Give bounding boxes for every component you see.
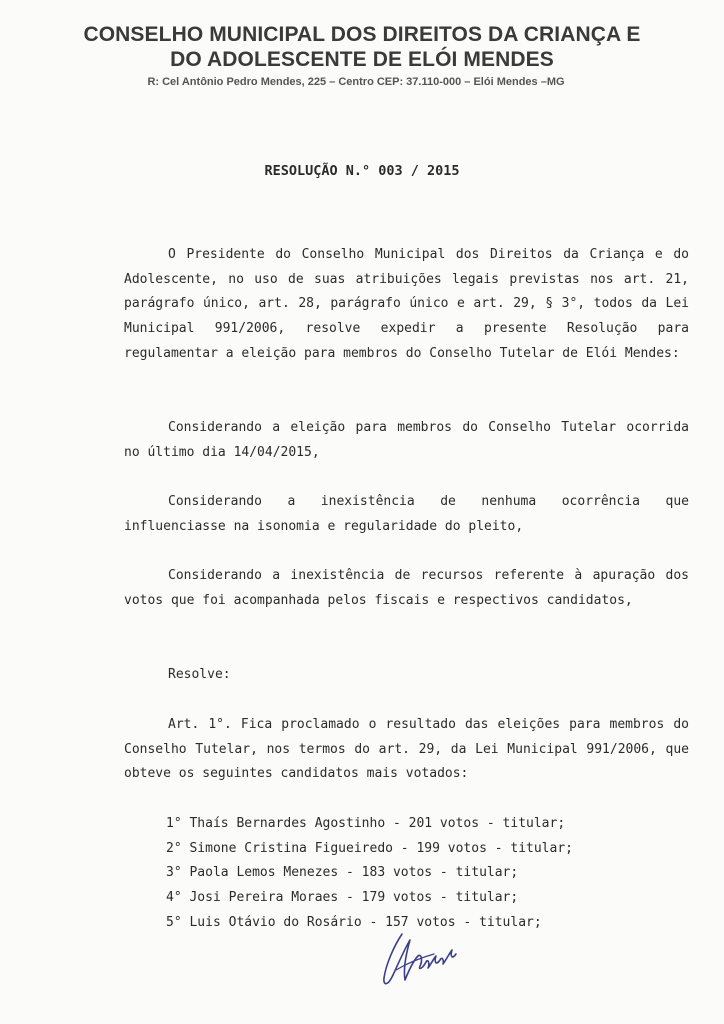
handwritten-signature xyxy=(372,920,472,998)
letterhead xyxy=(0,22,724,88)
candidates-list xyxy=(166,812,573,936)
preamble-text: O Presidente do Conselho Municipal dos Direitos da Criança e do Adolescente, no uso de suas atribuições legais previstas nos art. 21, parágrafo único, art. 28, parágrafo único e art. 29, § 3°, todos da Lei Municipal 991/2006, resolve expedir a presente Resolução para regulamentar a eleição para membros do Conselho Tutelar de Elói Mendes: xyxy=(124,247,689,361)
considerando-paragraph-3 xyxy=(124,564,689,613)
considerando-text-1: Considerando a eleição para membros do Conselho Tutelar ocorrida no último dia 14/04/2015, xyxy=(124,420,689,460)
article-1-text: Art. 1°. Fica proclamado o resultado das eleições para membros do Conselho Tutelar, nos termos do art. 29, da Lei Municipal 991/2006, que obteve os seguintes candidatos mais votados: xyxy=(124,717,689,782)
list-item: 4° Josi Pereira Moraes - 179 votos - titular; xyxy=(166,890,519,906)
letterhead-address: R: Cel Antônio Pedro Mendes, 225 – Centro CEP: 37.110-000 – Elói Mendes –MG xyxy=(147,76,565,88)
considerando-text-2: Considerando a inexistência de nenhuma ocorrência que influenciasse na isonomia e regularidade do pleito, xyxy=(124,494,689,534)
list-item: 5° Luis Otávio do Rosário - 157 votos - titular; xyxy=(166,914,542,930)
resolve-text: Resolve: xyxy=(168,667,231,682)
list-item: 3° Paola Lemos Menezes - 183 votos - titular; xyxy=(166,865,519,881)
preamble-paragraph xyxy=(124,243,689,367)
considerando-paragraph-2 xyxy=(124,490,689,539)
considerando-text-3: Considerando a inexistência de recursos referente à apuração dos votos que foi acompanhada pelos fiscais e respectivos candidatos, xyxy=(124,568,689,608)
resolve-paragraph xyxy=(124,663,689,688)
considerando-paragraph-1 xyxy=(124,416,689,465)
resolution-heading: RESOLUÇÃO N.° 003 / 2015 xyxy=(264,163,460,179)
article-1-paragraph xyxy=(124,713,689,787)
list-item: 2° Simone Cristina Figueiredo - 199 votos - titular; xyxy=(166,840,573,856)
letterhead-title-line-1: CONSELHO MUNICIPAL DOS DIREITOS DA CRIANÇA E xyxy=(83,23,641,46)
letterhead-title-line-2: DO ADOLESCENTE DE ELÓI MENDES xyxy=(170,48,554,71)
list-item: 1° Thaís Bernardes Agostinho - 201 votos - titular; xyxy=(166,816,566,831)
